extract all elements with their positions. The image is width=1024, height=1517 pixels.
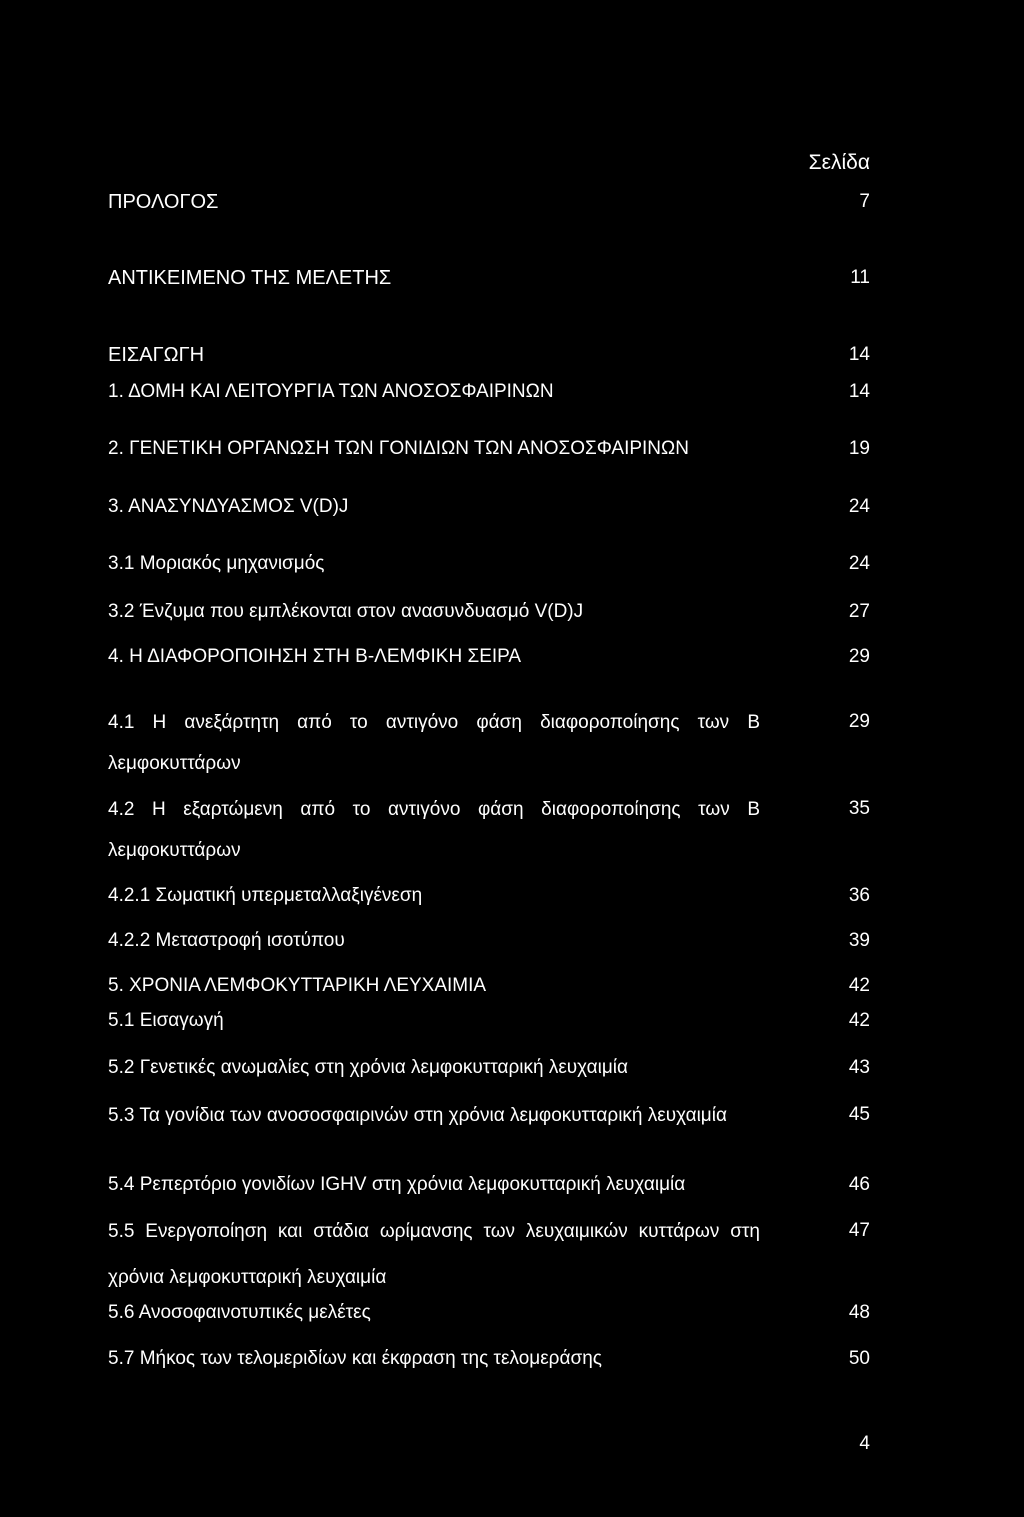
toc-entry-title: 4.2 Η εξαρτώμενη από το αντιγόνο φάση διαφοροποίησης των Β λεμφοκυττάρων (108, 799, 760, 861)
toc-entry-title: ΕΙΣΑΓΩΓΗ (108, 344, 205, 366)
toc-entry-title: 5. ΧΡΟΝΙΑ ΛΕΜΦΟΚΥΤΤΑΡΙΚΗ ΛΕΥΧΑΙΜΙΑ (108, 975, 487, 996)
footer-page-number: 4 (859, 1433, 870, 1454)
toc-entry-page: 14 (848, 344, 870, 365)
toc-entry-page: 39 (848, 930, 870, 951)
toc-entry-page: 43 (848, 1057, 870, 1078)
toc-entry-page: 14 (848, 381, 870, 402)
toc-entry-page: 36 (848, 885, 870, 906)
toc-entry-page: 35 (848, 798, 870, 819)
toc-entry-title: 5.6 Ανοσοφαινοτυπικές μελέτες (108, 1302, 371, 1323)
toc-entry-page: 7 (859, 191, 870, 212)
toc-entry-title: 4.2.2 Μεταστροφή ισοτύπου (108, 930, 345, 951)
toc-entry-page: 29 (848, 711, 870, 732)
toc-entry-page: 27 (848, 601, 870, 622)
toc-entry-title: 5.2 Γενετικές ανωμαλίες στη χρόνια λεμφοκυτταρική λευχαιμία (108, 1057, 628, 1078)
toc-entry-page: 24 (848, 496, 870, 517)
page-column-label: Σελίδα (808, 151, 870, 174)
toc-entry-title: 2. ΓΕΝΕΤΙΚΗ ΟΡΓΑΝΩΣΗ ΤΩΝ ΓΟΝΙΔΙΩΝ ΤΩΝ ΑΝΟΣΟΣΦΑΙΡΙΝΩΝ (108, 438, 689, 459)
toc-entry-title: 1. ΔΟΜΗ ΚΑΙ ΛΕΙΤΟΥΡΓΙΑ ΤΩΝ ΑΝΟΣΟΣΦΑΙΡΙΝΩΝ (108, 381, 554, 402)
toc-entry-title: 5.5 Ενεργοποίηση και στάδια ωρίμανσης των λευχαιμικών κυττάρων στη χρόνια λεμφοκυτταρική λευχαιμία (108, 1221, 760, 1288)
toc-entry-page: 42 (848, 1010, 870, 1031)
toc-entry-title: 5.4 Ρεπερτόριο γονιδίων IGHV στη χρόνια λεμφοκυτταρική λευχαιμία (108, 1174, 686, 1195)
toc-entry-title: 4. Η ΔΙΑΦΟΡΟΠΟΙΗΣΗ ΣΤΗ Β-ΛΕΜΦΙΚΗ ΣΕΙΡΑ (108, 646, 522, 667)
toc-entry-page: 50 (848, 1348, 870, 1369)
toc-entry-title: 4.2.1 Σωματική υπερμεταλλαξιγένεση (108, 885, 423, 906)
toc-entry-page: 42 (848, 975, 870, 996)
toc-entry-page: 11 (850, 267, 870, 288)
toc-entry-title: 5.7 Μήκος των τελομεριδίων και έκφραση της τελομεράσης (108, 1348, 602, 1369)
toc-entry-title: 5.1 Εισαγωγή (108, 1010, 224, 1031)
toc-entry-title: 3. ΑΝΑΣΥΝΔΥΑΣΜΟΣ V(D)J (108, 496, 349, 517)
toc-entry-title: 3.2 Ένζυμα που εμπλέκονται στον ανασυνδυασμό V(D)J (108, 601, 584, 622)
toc-entry-page: 19 (848, 438, 870, 459)
toc-entry-title: ΠΡΟΛΟΓΟΣ (108, 191, 219, 213)
toc-entry-page: 47 (848, 1220, 870, 1241)
toc-entry-page: 48 (848, 1302, 870, 1323)
toc-entry-page: 46 (848, 1174, 870, 1195)
toc-entry-page: 45 (848, 1104, 870, 1125)
toc-entry-title: 3.1 Μοριακός μηχανισμός (108, 553, 325, 574)
toc-entry-title: 5.3 Τα γονίδια των ανοσοσφαιρινών στη χρόνια λεμφοκυτταρική λευχαιμία (108, 1105, 727, 1126)
toc-entry-page: 24 (848, 553, 870, 574)
toc-entry-page: 29 (848, 646, 870, 667)
toc-entry-title: ΑΝΤΙΚΕΙΜΕΝΟ ΤΗΣ ΜΕΛΕΤΗΣ (108, 267, 392, 289)
toc-entry-title: 4.1 Η ανεξάρτητη από το αντιγόνο φάση διαφοροποίησης των Β λεμφοκυττάρων (108, 712, 760, 774)
